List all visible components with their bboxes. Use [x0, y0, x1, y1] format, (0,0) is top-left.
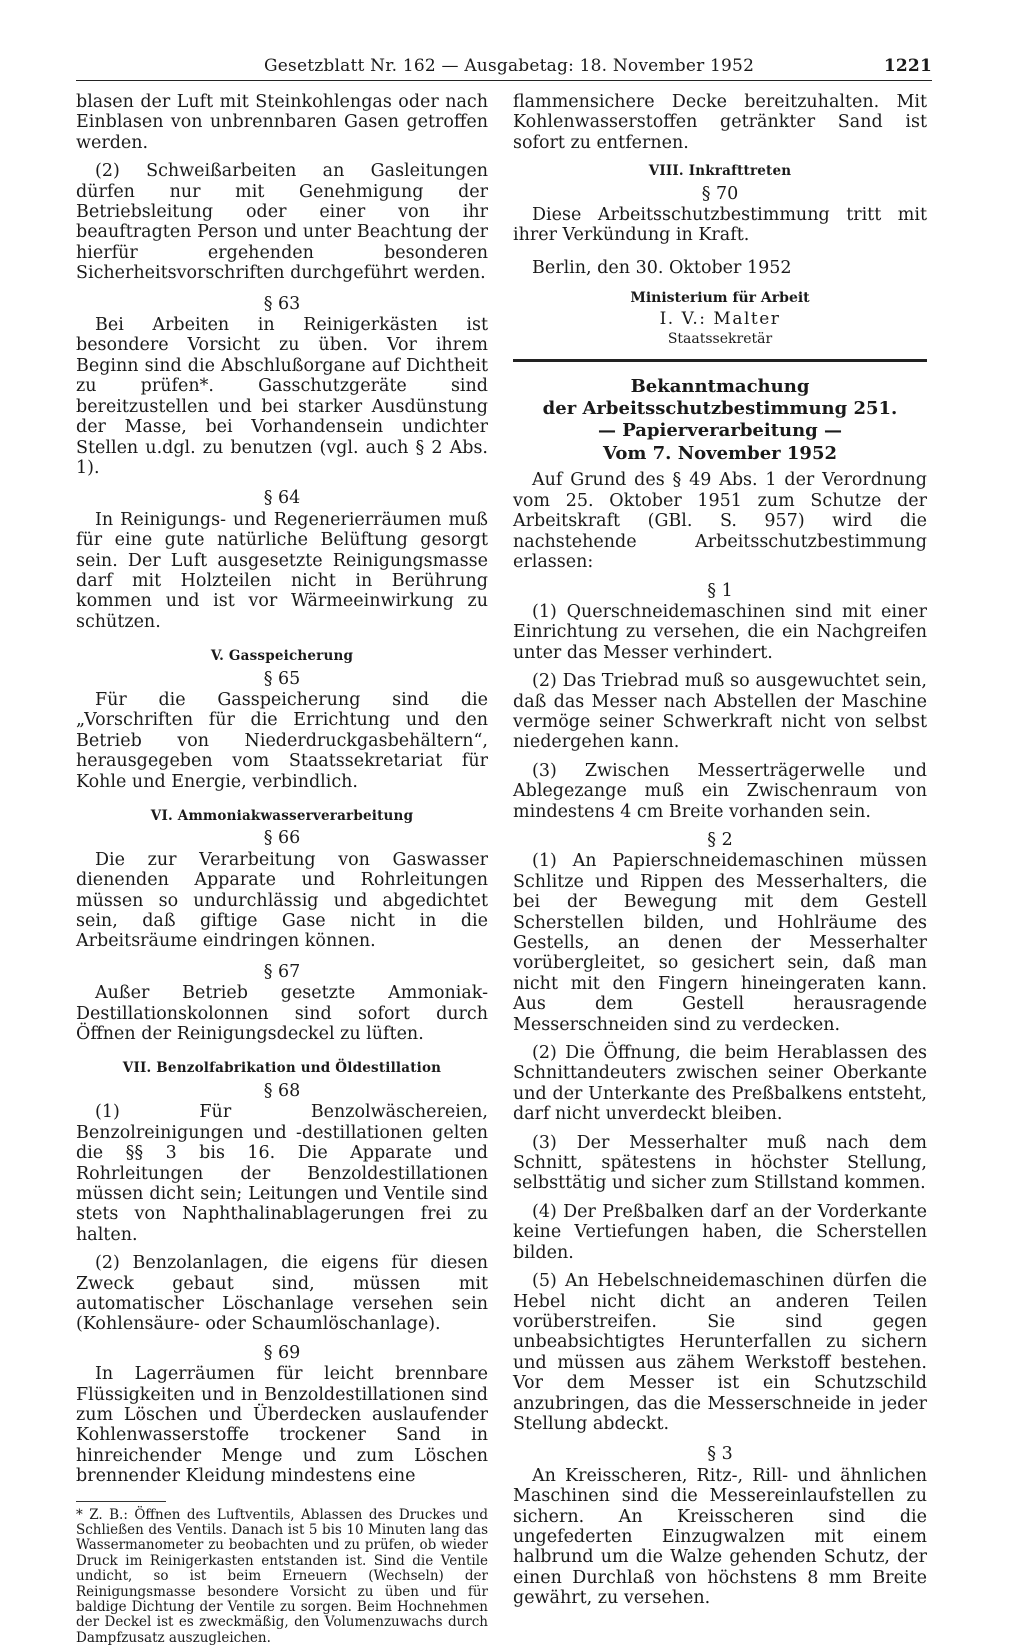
announcement-intro: Auf Grund des § 49 Abs. 1 der Verordnung vom 25. Oktober 1951 zum Schutze der Arbeitskraft (GBl. S. 957) wird die nachstehende Arbeitsschutzbestimmung erlassen: [513, 470, 927, 573]
footnote [76, 1501, 488, 1646]
section-70-heading: § 70 [701, 183, 739, 204]
ministry-name: Ministerium für Arbeit [630, 290, 810, 307]
section-1-para-3: (3) Zwischen Messerträgerwelle und Ablegezange muß ein Zwischenraum von mindestens 4 cm Breite vorhanden sein. [513, 760, 927, 822]
chapter-6-heading: VI. Ammoniakwasserverarbeitung [150, 808, 414, 824]
paragraph-continued-right: flammensichere Decke bereitzuhalten. Mit Kohlenwasserstoffen getränkter Sand ist sofort zu entfernen. [513, 92, 927, 153]
section-1-para-2: (2) Das Triebrad muß so ausgewuchtet sein, daß das Messer nach Abstellen der Maschine vermöge seiner Schwerkraft nicht von selbst niedergehen kann. [513, 671, 927, 753]
announcement-date: Vom 7. November 1952 [603, 443, 837, 465]
chapter-8-heading: VIII. Inkrafttreten [648, 163, 792, 180]
section-68-para-2: (2) Benzolanlagen, die eigens für diesen Zweck gebaut sind, müssen mit automatischer Löschanlage versehen sein (Kohlensäure- oder Schaumlöschanlage). [76, 1253, 488, 1335]
section-1-para-1: (1) Querschneidemaschinen sind mit einer Einrichtung zu versehen, die ein Nachgreifen unter das Messer verhindert. [513, 601, 927, 663]
section-65-text: Für die Gasspeicherung sind die „Vorschriften für die Errichtung und den Betrieb von Niederdruckgasbehältern“, herausgegeben vom Staatssekretariat für Kohle und Energie, verbindlich. [76, 689, 488, 792]
left-column [76, 92, 488, 1646]
section-1-heading: § 1 [707, 580, 733, 601]
section-2-para-4: (4) Der Preßbalken darf an der Vorderkante keine Vertiefungen haben, die Scherstellen bilden. [513, 1201, 927, 1263]
footnote-rule [76, 1501, 166, 1502]
section-2-para-2: (2) Die Öffnung, die beim Herablassen des Schnittandeuters zwischen seiner Oberkante und der Unterkante des Preßbalkens entsteht, darf nicht unverdeckt bleiben. [513, 1043, 927, 1125]
chapter-7-heading: VII. Benzolfabrikation und Öldestillation [122, 1060, 442, 1077]
announcement-title [513, 376, 927, 464]
place-date: Berlin, den 30. Oktober 1952 [532, 257, 792, 278]
right-column [513, 92, 927, 1617]
section-69-text: In Lagerräumen für leicht brennbare Flüssigkeiten und in Benzoldestillationen sind zum Löschen und Überdecken auslaufender Kohlenwasserstoffe trockener Sand in hinreichender Menge und zum Löschen brennender Kleidung mindestens eine [76, 1364, 488, 1487]
section-64-text: In Reinigungs- und Regenerierräumen muß für eine gute natürliche Belüftung gesorgt sein. Der Luft ausgesetzte Reinigungsmasse darf mit Holzteilen nicht in Berührung kommen und ist vor Wärmeeinwirkung zu schützen. [76, 509, 488, 632]
section-70-text: Diese Arbeitsschutzbestimmung tritt mit ihrer Verkündung in Kraft. [513, 205, 927, 246]
section-65-heading: § 65 [263, 668, 301, 689]
section-63-text: Bei Arbeiten in Reinigerkästen ist besondere Vorsicht zu üben. Vor ihrem Beginn sind die Abschlußorgane auf Dichtheit zu prüfen*. Gasschutzgeräte sind bereitzustellen und bei starker Ausdünstung der Masse, bei Vorhandensein undichter Stellen u.dgl. zu benutzen (vgl. auch § 2 Abs. 1). [76, 315, 488, 478]
section-3-heading: § 3 [707, 1444, 733, 1465]
section-divider [513, 359, 927, 362]
section-3-text: An Kreisscheren, Ritz-, Rill- und ähnlichen Maschinen sind die Messereinlaufstellen zu sichern. An Kreisscheren sind die ungefederten Einzugwalzen mit einem halbrund um die Walze gehenden Schutz, der einen Durchlaß von höchstens 8 mm Breite gewährt, zu versehen. [513, 1465, 927, 1609]
section-2-para-3: (3) Der Messerhalter muß nach dem Schnitt, spätestens in höchster Stellung, selbsttätig und sicher zum Stillstand kommen. [513, 1132, 927, 1194]
announcement-line-3: — Papierverarbeitung — [597, 420, 843, 442]
announcement-line-1: Bekanntmachung [630, 376, 810, 398]
paragraph-weld: (2) Schweißarbeiten an Gasleitungen dürfen nur mit Genehmigung der Betriebsleitung oder einer von ihr beauftragten Person und unter Beachtung der hierfür ergehenden besonderen Sicherheitsvorschriften durchgeführt werden. [76, 161, 488, 284]
section-2-heading: § 2 [707, 829, 733, 850]
section-2-para-5: (5) An Hebelschneidemaschinen dürfen die Hebel nicht dicht an anderen Teilen vorüberstreifen. Sie sind gegen unbeabsichtigtes Herunterfallen zu sichern und müssen aus zähem Werkstoff bestehen. Vor dem Messer ist ein Schutzschild anzubringen, das die Messerschneide in jeder Stellung abdeckt. [513, 1271, 927, 1434]
signatory: I. V.: Malter [659, 308, 781, 329]
section-63-heading: § 63 [263, 293, 301, 314]
chapter-5-heading: V. Gasspeicherung [210, 648, 354, 665]
footnote-text: * Z. B.: Öffnen des Luftventils, Ablassen des Druckes und Schließen des Ventils. Danach ist 5 bis 10 Minuten lang das Wassermanometer zu beobachten und zu prüfen, ob wieder Druck im Reinigerkasten entstanden ist. Sind die Ventile undicht, so ist beim Erneuern (Wechseln) der Reinigungsmasse besondere Vorsicht zu üben und für baldige Dichtung der Ventile zu sorgen. Beim Hochnehmen der Deckel ist es zweckmäßig, den Volumenzuwachs durch Dampfzusatz auszugleichen. [76, 1506, 488, 1646]
section-66-heading: § 66 [263, 828, 301, 849]
section-69-heading: § 69 [263, 1342, 301, 1363]
section-64-heading: § 64 [263, 488, 301, 509]
section-2-para-1: (1) An Papierschneidemaschinen müssen Schlitze und Rippen des Messerhalters, die bei der Bewegung mit dem Gestell Scherstellen bilden, und Hohlräume des Gestells, an denen der Messerhalter vorübergleitet, so gesichert sein, daß man nicht mit den Fingern hineingeraten kann. Aus dem Gestell herausragende Messerschneiden sind zu verdecken. [513, 851, 927, 1035]
page-number: 1221 [883, 56, 932, 76]
announcement-line-2: der Arbeitsschutzbestimmung 251. [542, 398, 898, 420]
gazette-title: Gesetzblatt Nr. 162 — Ausgabetag: 18. November 1952 [264, 56, 755, 76]
section-68-heading: § 68 [263, 1080, 301, 1101]
signature-block [513, 288, 927, 349]
section-67-text: Außer Betrieb gesetzte Ammoniak-Destillationskolonnen sind sofort durch Öffnen der Reinigungsdeckel zu lüften. [76, 983, 488, 1045]
page-header [76, 50, 932, 81]
section-66-text: Die zur Verarbeitung von Gaswasser dienenden Apparate und Rohrleitungen müssen so undurchlässig und abgedichtet sein, daß giftige Gase nicht in die Arbeitsräume eindringen können. [76, 849, 488, 952]
section-68-para-1: (1) Für Benzolwäschereien, Benzolreinigungen und -destillationen gelten die §§ 3 bis 16. Die Apparate und Rohrleitungen der Benzoldestillationen müssen dicht sein; Leitungen und Ventile sind stets von Naphthalinablagerungen frei zu halten. [76, 1102, 488, 1245]
signatory-role: Staatssekretär [667, 331, 773, 348]
section-67-heading: § 67 [263, 961, 301, 982]
paragraph-continued: blasen der Luft mit Steinkohlengas oder nach Einblasen von unbrennbaren Gasen getroffen werden. [76, 92, 488, 153]
